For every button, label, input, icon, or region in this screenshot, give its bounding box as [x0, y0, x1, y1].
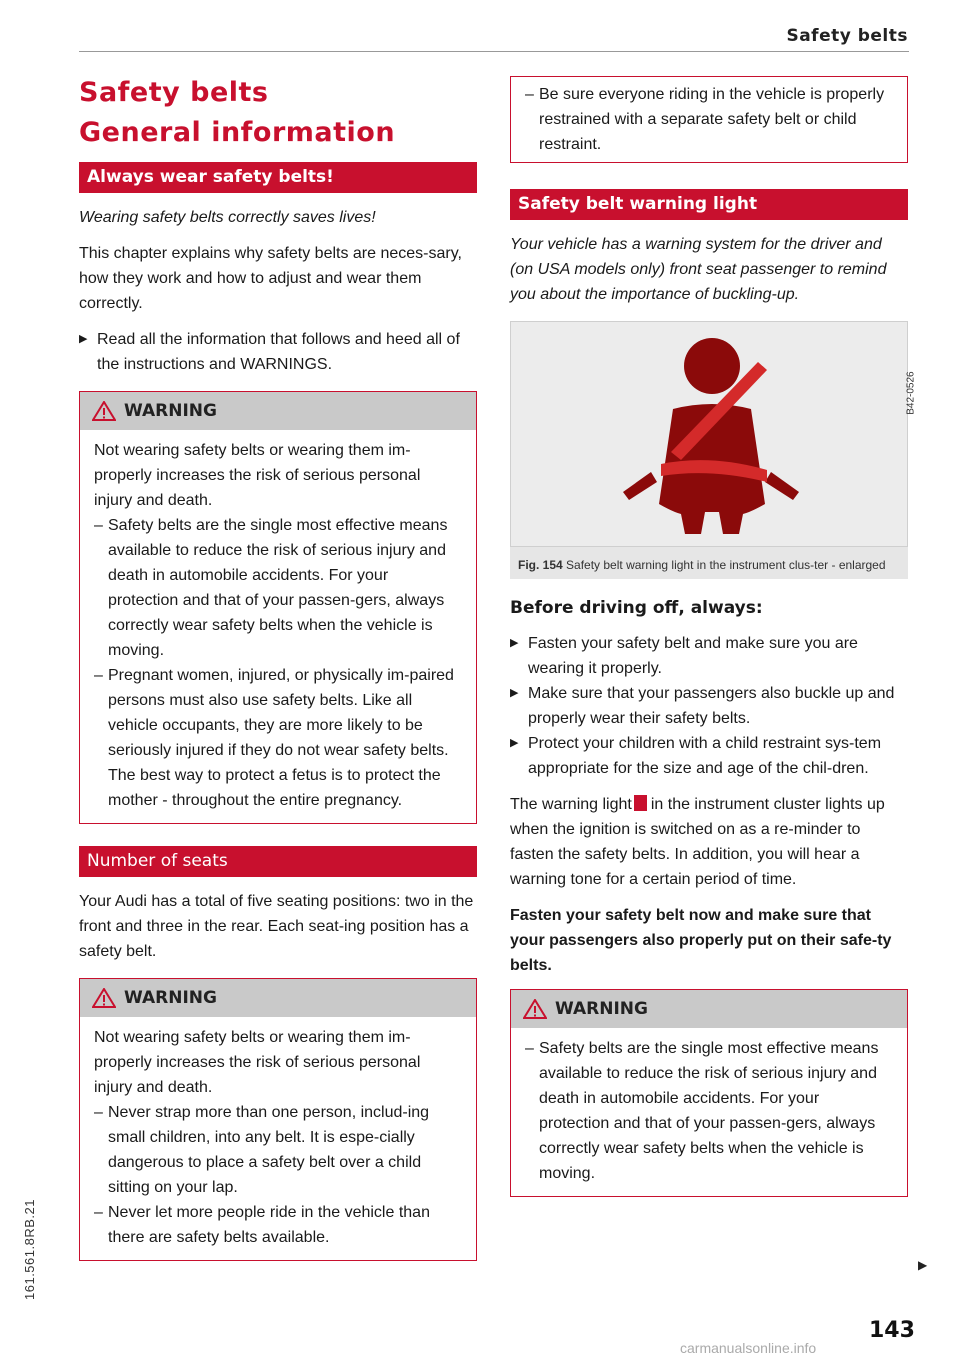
seatbelt-figure-icon: [511, 322, 909, 546]
action-bullet: [510, 631, 908, 681]
heading-bar-warning-light: Safety belt warning light: [510, 189, 908, 220]
warning-header: [80, 392, 476, 430]
warning-item: – Never strap more than one person, includ-ing small children, into any belt. It is espe-cially dangerous to place a safety belt over a child sitting on your lap.: [94, 1104, 430, 1196]
seats-paragraph: Your Audi has a total of five seating positions: two in the front and three in the rear. Each seat-ing position has a safety belt.: [79, 893, 474, 960]
figure-code: B42-0526: [905, 371, 916, 415]
seatbelt-warning-icon: [634, 795, 647, 811]
warning-item: – Never let more people ride in the vehicle than there are safety belts available.: [94, 1204, 430, 1246]
warning-item: – Safety belts are the single most effective means available to reduce the risk of serious injury and death in automobile accidents. For your protection and that of your passen-gers, always correctly wear safety belts when the vehicle is moving.: [525, 1040, 879, 1182]
warning-box-3: [510, 989, 908, 1197]
subsection-title: Before driving off, always:: [510, 598, 763, 618]
action-bullet: [510, 681, 908, 731]
warning-header: [80, 979, 476, 1017]
figure-caption: [510, 547, 908, 579]
header-rule: [79, 51, 909, 52]
warning-triangle-icon: [92, 988, 116, 1008]
text-fragment: in the instrument cluster lights up when the ignition is switched on as a re-minder to fasten the safety belts. In addition, you will hear a warning tone for a certain period of time.: [510, 796, 885, 888]
warning-header: [511, 990, 907, 1028]
warning-title: WARNING: [124, 401, 217, 421]
warning-box-1: [79, 391, 477, 824]
warning-intro: Not wearing safety belts or wearing them im-properly increases the risk of serious personal injury and death.: [94, 442, 421, 509]
text-fragment: The warning light: [510, 796, 632, 813]
triangle-bullet-icon: ▶: [510, 737, 519, 749]
lead-text: Your vehicle has a warning system for the driver and (on USA models only) front seat passenger to remind you about the importance of buckling-up.: [510, 236, 887, 303]
bullet-text: Fasten your safety belt and make sure you are wearing it properly.: [528, 635, 858, 677]
action-bullet: [510, 731, 908, 781]
warning-item-text: Pregnant women, injured, or physically im-paired persons must also use safety belts. Like all vehicle occupants, they are more likely to be seriously injured if they do not wear safety belts. The best way to protect a fetus is to protect the mother - throughout the entire pregnancy.: [108, 667, 454, 809]
triangle-bullet-icon: ▶: [510, 687, 519, 699]
continued-box: [510, 76, 908, 163]
warning-body: [80, 1017, 476, 1260]
emphasis-paragraph: Fasten your safety belt now and make sure that your passengers also properly put on their safe-ty belts.: [510, 907, 892, 974]
warning-item-text: Safety belts are the single most effective means available to reduce the risk of serious injury and death in automobile accidents. For your protection and that of your passen-gers, always correctly wear safety belts when the vehicle is moving.: [539, 1040, 879, 1182]
triangle-bullet-icon: ▶: [510, 637, 519, 649]
action-bullet: [79, 327, 477, 377]
heading-bar-always-wear: Always wear safety belts!: [79, 162, 477, 193]
bullet-text: Read all the information that follows and heed all of the instructions and WARNINGS.: [97, 331, 460, 373]
chapter-title: Safety belts: [79, 77, 269, 108]
watermark: carmanualsonline.info: [680, 1340, 817, 1356]
continue-arrow-icon: ▶: [918, 1258, 928, 1272]
bullet-text: Protect your children with a child restraint sys-tem appropriate for the size and age of the chil-dren.: [528, 735, 882, 777]
continued-item-text: Be sure everyone riding in the vehicle is properly restrained with a separate safety belt or child restraint.: [539, 86, 885, 153]
warning-body: [511, 1028, 907, 1196]
warning-title: WARNING: [124, 988, 217, 1008]
page-number: 143: [869, 1318, 915, 1343]
warning-item: – Pregnant women, injured, or physically im-paired persons must also use safety belts. Like all vehicle occupants, they are more likely to be seriously injured if they do not wear safety belts. The best way to protect a fetus is to protect the mother - throughout the entire pregnancy.: [94, 667, 454, 809]
bullet-text: Make sure that your passengers also buckle up and properly wear their safety belts.: [528, 685, 895, 727]
left-column: [79, 76, 477, 1283]
warning-item-text: Safety belts are the single most effective means available to reduce the risk of serious injury and death in automobile accidents. For your protection and that of your passen-gers, always correctly wear safety belts when the vehicle is moving.: [108, 517, 448, 659]
figure-caption-text: Safety belt warning light in the instrument clus-ter - enlarged: [566, 558, 886, 572]
warning-intro: Not wearing safety belts or wearing them im-properly increases the risk of serious personal injury and death.: [94, 1029, 421, 1096]
figure-image: [510, 321, 916, 547]
warning-item-text: Never let more people ride in the vehicle than there are safety belts available.: [108, 1204, 430, 1246]
warning-item: – Safety belts are the single most effective means available to reduce the risk of serious injury and death in automobile accidents. For your protection and that of your passen-gers, always correctly wear safety belts when the vehicle is moving.: [94, 517, 448, 659]
right-column: [510, 76, 916, 1219]
warning-triangle-icon: [523, 999, 547, 1019]
side-document-code: 161.561.8RB.21: [22, 1199, 37, 1300]
warning-title: WARNING: [555, 999, 648, 1019]
section-title: General information: [79, 117, 396, 148]
warning-body: [80, 430, 476, 823]
warning-item-text: Never strap more than one person, includ-ing small children, into any belt. It is espe-cially dangerous to place a safety belt over a child sitting on your lap.: [108, 1104, 430, 1196]
warning-light-paragraph: [510, 792, 908, 892]
heading-bar-number-of-seats: Number of seats: [79, 846, 477, 877]
figure-154: [510, 321, 916, 579]
warning-triangle-icon: [92, 401, 116, 421]
lead-text: Wearing safety belts correctly saves lives!: [79, 209, 376, 226]
triangle-bullet-icon: ▶: [79, 333, 88, 345]
continued-item: – Be sure everyone riding in the vehicle is properly restrained with a separate safety belt or child restraint.: [525, 86, 885, 153]
intro-paragraph: This chapter explains why safety belts are neces-sary, how they work and how to adjust and wear them correctly.: [79, 245, 462, 312]
warning-box-2: [79, 978, 477, 1261]
figure-number: Fig. 154: [518, 558, 563, 572]
running-header: Safety belts: [786, 26, 908, 46]
